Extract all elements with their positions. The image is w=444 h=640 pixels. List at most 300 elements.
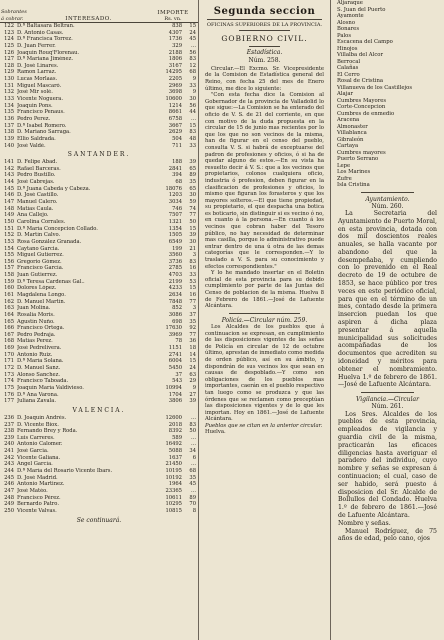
- row-cents: 30: [189, 96, 196, 103]
- row-cents: 45: [189, 36, 196, 43]
- row-cents: 39: [189, 159, 196, 166]
- table-row: [0, 143, 198, 150]
- row-number: 166: [4, 325, 14, 332]
- table-row: [0, 435, 198, 442]
- row-name: D.ª Mariana Jiménez.: [17, 56, 73, 63]
- row-amount: 1704: [168, 391, 182, 398]
- row-name: D.ª María Solana.: [17, 358, 64, 365]
- vigilancia-number: Núm. 261.: [371, 403, 404, 411]
- row-number: 160: [4, 285, 14, 292]
- row-amount: 1736: [168, 36, 182, 43]
- table-row: [0, 246, 198, 253]
- table-row: [0, 488, 198, 495]
- row-cents: ...: [191, 42, 196, 49]
- row-cents: 77: [189, 212, 196, 219]
- pueblos-heading: Pueblos que se citan en la anterior circular.: [205, 422, 323, 429]
- row-amount: 2018: [168, 421, 182, 428]
- circular-intro: Circular.—El Excmo. Sr. Vicepresidente de la Comision de Estadística general del Reino, con fecha 25 del mes de Enero último, me dice lo siguiente:: [205, 65, 324, 92]
- row-cents: 83: [189, 56, 196, 63]
- row-number: 135: [4, 109, 14, 116]
- row-cents: 9: [192, 384, 196, 391]
- table-row: [0, 239, 198, 246]
- row-amount: 6549: [168, 238, 182, 245]
- row-amount: 16492: [165, 441, 182, 448]
- table-row: [0, 365, 198, 372]
- row-amount: 12600: [165, 414, 182, 421]
- row-name: D. José Castillo.: [17, 192, 59, 199]
- table-row: [0, 259, 198, 266]
- row-number: 238: [4, 428, 14, 435]
- row-number: 174: [4, 378, 14, 385]
- table-row: [0, 455, 198, 462]
- row-cents: 77: [189, 331, 196, 338]
- vigilancia-label: Vigilancia.—Circular: [356, 396, 419, 404]
- row-number: 124: [4, 36, 14, 43]
- row-cents: ...: [191, 441, 196, 448]
- row-name: D.ª María Concepcion Collado.: [17, 225, 98, 232]
- row-cents: 12: [189, 62, 196, 69]
- row-amount: 10611: [165, 494, 182, 501]
- row-cents: ...: [191, 434, 196, 441]
- row-number: 163: [4, 305, 14, 312]
- table-row: [0, 206, 198, 213]
- row-number: 156: [4, 258, 14, 265]
- row-name: Pedro Perez.: [17, 115, 51, 122]
- row-number: 142: [4, 165, 14, 172]
- row-amount: 1354: [168, 225, 182, 232]
- row-name: Antonio Martinez.: [17, 481, 65, 488]
- row-cents: 9: [192, 76, 196, 83]
- row-cents: 15: [189, 122, 196, 129]
- row-amount: 3086: [168, 311, 182, 318]
- row-cents: 18: [189, 345, 196, 352]
- row-name: Francisco Taboada.: [17, 378, 69, 385]
- row-cents: 63: [189, 371, 196, 378]
- row-number: 132: [4, 89, 14, 96]
- table-row: [0, 43, 198, 50]
- row-name: D. Mariano Sarraga.: [17, 129, 71, 136]
- table-row: [0, 495, 198, 502]
- row-cents: 89: [189, 172, 196, 179]
- row-cents: 29: [189, 378, 196, 385]
- row-name: D. Manuel Martín.: [17, 298, 66, 305]
- town-item: Cumbres Mayores: [337, 97, 387, 104]
- row-number: 161: [4, 291, 14, 298]
- row-number: 236: [4, 414, 14, 421]
- row-number: 250: [4, 507, 14, 514]
- row-cents: 59: [189, 199, 196, 206]
- row-amount: 329: [172, 42, 182, 49]
- table-row: [0, 159, 198, 166]
- row-number: 149: [4, 212, 14, 219]
- row-name: José Cabrejas.: [17, 179, 55, 186]
- row-name: Joaquin Rouq'Florenau.: [17, 49, 80, 56]
- town-item: Palos: [337, 32, 352, 39]
- row-name: Miguel Mascaró.: [17, 82, 62, 89]
- row-number: 155: [4, 252, 14, 259]
- row-amount: 199: [172, 245, 182, 252]
- table-row: [0, 312, 198, 319]
- row-number: 134: [4, 102, 14, 109]
- row-amount: 698: [172, 318, 182, 325]
- row-name: Vicente Galiana.: [17, 454, 61, 461]
- row-cents: 39: [189, 232, 196, 239]
- table-row: [0, 226, 198, 233]
- table-row: [0, 199, 198, 206]
- row-amount: 10295: [165, 501, 182, 508]
- row-cents: 37: [189, 311, 196, 318]
- row-name: Lucas Morlaas.: [17, 76, 58, 83]
- row-number: 248: [4, 494, 14, 501]
- row-amount: 5088: [168, 448, 182, 455]
- row-cents: 8: [192, 507, 196, 514]
- row-amount: 4307: [168, 29, 182, 36]
- row-number: 122: [4, 23, 14, 29]
- table-row: [0, 252, 198, 259]
- row-name: José Matéo.: [17, 487, 48, 494]
- table-row: [0, 56, 198, 63]
- row-number: 138: [4, 129, 14, 136]
- row-cents: 30: [189, 238, 196, 245]
- row-name: Francisco Penaus.: [17, 109, 65, 116]
- row-number: 153: [4, 238, 14, 245]
- row-cents: ...: [191, 115, 196, 122]
- row-number: 167: [4, 331, 14, 338]
- table-row: [0, 475, 198, 482]
- table-row: [0, 292, 198, 299]
- circular-closing: Y lo he mandado insertar en el Boletin oficial de esta provincia para su debido cumplimiento por parte de las Juntas del Censo de poblacion de la misma. Huelva 8 de Febrero de 1861.—José de Lafuente Alcántara.: [205, 270, 324, 310]
- row-number: 137: [4, 122, 14, 129]
- row-amount: 1214: [168, 102, 182, 109]
- row-number: 173: [4, 371, 14, 378]
- row-name: Rafael Barceras.: [17, 165, 61, 172]
- table-row: [0, 179, 198, 186]
- row-cents: 36: [189, 338, 196, 345]
- row-number: 144: [4, 179, 14, 186]
- row-cents: 16: [189, 291, 196, 298]
- row-number: 139: [4, 135, 14, 142]
- section-heading: Segunda seccion: [213, 6, 316, 17]
- row-name: Bernardo Patro.: [17, 501, 59, 508]
- table-row: [0, 345, 198, 352]
- row-number: 148: [4, 205, 14, 212]
- row-cents: 35: [189, 474, 196, 481]
- table-row: [0, 116, 198, 123]
- row-name: Juan Gutierrez.: [17, 272, 58, 279]
- row-number: 242: [4, 454, 14, 461]
- row-name: Fernando Brey y Roda.: [17, 428, 78, 435]
- row-name: Luis Carreres.: [17, 434, 55, 441]
- row-cents: 45: [189, 481, 196, 488]
- row-name: Pedro Pedraja.: [17, 331, 56, 338]
- row-name: José Valdé.: [17, 142, 46, 149]
- table-row: [0, 265, 198, 272]
- table-row: [0, 372, 198, 379]
- table-row: [0, 448, 198, 455]
- row-name: Vicente Valvas.: [17, 507, 57, 514]
- row-amount: 589: [172, 434, 182, 441]
- row-cents: 16: [189, 265, 196, 272]
- row-name: D. José Madrid.: [17, 474, 58, 481]
- table-header: [0, 0, 198, 23]
- table-row: [0, 468, 198, 475]
- row-amount: 3969: [168, 331, 182, 338]
- row-amount: 3698: [168, 89, 182, 96]
- table-row: [0, 461, 198, 468]
- row-number: 147: [4, 199, 14, 206]
- row-name: D. Manuel Sanz.: [17, 365, 61, 372]
- row-number: 126: [4, 49, 14, 56]
- row-amount: 2969: [168, 82, 182, 89]
- row-number: 239: [4, 434, 14, 441]
- row-name: D.ª Teresa Cardenas Gal..: [17, 278, 85, 285]
- row-amount: 18076: [165, 185, 182, 192]
- row-cents: 34: [189, 448, 196, 455]
- table-row: [0, 36, 198, 43]
- row-amount: 7848: [168, 298, 182, 305]
- estadistica-number: Núm. 258.: [248, 56, 281, 64]
- town-item: Aracena: [337, 117, 360, 123]
- row-number: 145: [4, 185, 14, 192]
- town-item: Cumbres mayores: [337, 149, 386, 156]
- header-interesado: INTERESADO.: [65, 16, 112, 22]
- row-cents: 35: [189, 318, 196, 325]
- town-item: Cartaya: [337, 143, 359, 149]
- row-name: Antonio Calomer.: [17, 441, 63, 448]
- row-number: 154: [4, 245, 14, 252]
- row-amount: 2199: [168, 278, 182, 285]
- town-item: Aljaraque: [337, 0, 363, 6]
- row-amount: 3034: [168, 199, 182, 206]
- table-row: [0, 299, 198, 306]
- row-name: Alonso Sanchez.: [17, 371, 60, 378]
- row-cents: 89: [189, 494, 196, 501]
- town-item: Los Marines: [337, 169, 371, 175]
- row-amount: 1637: [168, 454, 182, 461]
- table-row: [0, 398, 198, 405]
- row-number: 246: [4, 481, 14, 488]
- town-item: Isla Cristina: [337, 182, 370, 188]
- row-cents: 24: [189, 29, 196, 36]
- row-number: 143: [4, 172, 14, 179]
- row-name: Gregorio Gómez.: [17, 258, 62, 265]
- offices-heading: OFICINAS SUPERIORES DE LA PROVINCIA.: [206, 22, 323, 28]
- town-item: Villalba del Alcor: [337, 52, 384, 58]
- town-item: Ayamonte: [337, 13, 364, 19]
- row-amount: 6004: [168, 358, 182, 365]
- town-item: Gibraleón: [337, 136, 364, 143]
- policia-body: Los Alcaldes de los pueblos que á continuacion se expresan, en cumplimiento de las disposiciones vigentes de las señas de Policía en circular de 12 de octubre último, aprestan de inmediato como medida de orden público, así en su ámbito, y dispondrán de sus vecinos los que sean en causas de despoblado.—Y como son obligaciones de los pueblos mas importantes, caerán en el pueblo respectivo tan luego como se produzca y que las órdenes que se reclamen como preceptúan las disposiciones vigentes y de lo que les importan. Hoy en 1861.—José de Lafuente Alcántara.: [205, 323, 324, 423]
- row-name: Francisco García.: [17, 265, 64, 272]
- row-name: Agustín Nuño.: [17, 318, 55, 325]
- row-cents: 21: [189, 245, 196, 252]
- row-name: Matías Caula.: [17, 205, 54, 212]
- person-description: Manuel Rodríguez, de 75 años de edad, pelo cano, ojos: [338, 527, 437, 543]
- row-cents: ...: [191, 461, 196, 468]
- row-number: 123: [4, 29, 14, 36]
- row-name: D.ª Juana Cabeda y Cabeza.: [17, 185, 91, 192]
- row-amount: 4233: [168, 285, 182, 292]
- policia-heading: Policía.—Circular núm. 259.: [221, 316, 308, 324]
- row-number: 140: [4, 142, 14, 149]
- row-amount: 78: [175, 338, 182, 345]
- table-row: [0, 136, 198, 143]
- row-number: 165: [4, 318, 14, 325]
- row-amount: 1505: [168, 232, 182, 239]
- row-number: 129: [4, 69, 14, 76]
- row-number: 175: [4, 384, 14, 391]
- row-number: 170: [4, 351, 14, 358]
- row-cents: 15: [189, 23, 196, 29]
- right-column: [331, 0, 444, 640]
- table-row: [0, 30, 198, 37]
- table-row: [0, 501, 198, 508]
- row-amount: 2634: [168, 291, 182, 298]
- row-amount: 68: [175, 179, 182, 186]
- vigilancia-body: Los Sres. Alcaldes de los pueblos de esta provincia, empleados de vigilancia y guardia civil de la misma, practicarán las eficaces diligencias hasta averiguar el paradero del individuo, cuyo nombre y señas se expresan á continuacion; el cual, caso de ser habido, será puesto á disposicion del Sr. Alcalde de Bollullos del Condado. Huelva 1.º de febrero de 1861.—José de Lafuente Alcántara.: [338, 410, 437, 519]
- row-cents: 3: [192, 305, 196, 312]
- row-name: Ellio Saldrada.: [17, 135, 56, 142]
- row-cents: 27: [189, 391, 196, 398]
- row-cents: 50: [189, 218, 196, 225]
- table-row: [0, 123, 198, 130]
- row-number: 169: [4, 345, 14, 352]
- row-number: 240: [4, 441, 14, 448]
- table-row: [0, 232, 198, 239]
- row-name: D. Juan Ferrer.: [17, 42, 56, 49]
- row-amount: 10815: [165, 507, 182, 514]
- row-number: 164: [4, 311, 14, 318]
- row-number: 243: [4, 461, 14, 468]
- row-number: 171: [4, 358, 14, 365]
- row-amount: 10195: [165, 468, 182, 474]
- row-amount: 3667: [168, 122, 182, 129]
- row-cents: 15: [189, 225, 196, 232]
- town-item: Lepe: [337, 162, 351, 169]
- table-row: [0, 305, 198, 312]
- table-row: [0, 103, 198, 110]
- row-name: José Pedrelivera.: [17, 345, 62, 352]
- table-row: [0, 186, 198, 193]
- towns-list: [331, 0, 444, 189]
- row-name: D.ª Ana Varona.: [17, 391, 59, 398]
- row-name: D.ª Francisca Torrez.: [17, 36, 73, 43]
- row-amount: 3167: [168, 62, 182, 69]
- row-number: 150: [4, 218, 14, 225]
- nombre-senas: Nombre y señas.: [338, 519, 391, 527]
- row-name: D. Felipe Abad.: [17, 159, 58, 166]
- row-name: Juan Molina.: [17, 305, 51, 312]
- table-row: [0, 192, 198, 199]
- row-cents: 65: [189, 185, 196, 192]
- row-name: D. Antonio Casas.: [17, 29, 64, 36]
- row-number: 176: [4, 391, 14, 398]
- row-amount: 10600: [165, 96, 182, 103]
- row-cents: 15: [189, 358, 196, 365]
- rows-block-a: [0, 23, 198, 149]
- row-cents: 65: [189, 165, 196, 172]
- row-cents: 44: [189, 109, 196, 116]
- town-item: Escacena del Campo: [337, 39, 393, 45]
- row-name: Francisco Ortega.: [17, 325, 65, 332]
- town-item: Bonares: [337, 26, 360, 32]
- table-row: [0, 172, 198, 179]
- row-name: Magdalena Longo.: [17, 291, 66, 298]
- table-row: [0, 428, 198, 435]
- row-amount: 10192: [165, 474, 182, 481]
- row-amount: 2205: [168, 76, 182, 83]
- town-item: Rosal de Cristina: [337, 78, 384, 84]
- row-name: Joaquin Pons.: [17, 102, 53, 109]
- row-number: 127: [4, 56, 14, 63]
- estadistica-label: Estadística.: [246, 49, 283, 57]
- row-number: 157: [4, 265, 14, 272]
- table-row: [0, 89, 198, 96]
- row-number: 130: [4, 76, 14, 83]
- row-amount: 1321: [168, 218, 182, 225]
- row-amount: 543: [172, 378, 182, 385]
- row-number: 244: [4, 468, 14, 474]
- row-name: Dolores López.: [17, 285, 57, 292]
- ayuntamiento-number: Núm. 260.: [371, 202, 404, 210]
- row-cents: 83: [189, 129, 196, 136]
- row-amount: 1151: [168, 345, 182, 352]
- town-item: Cumbres de enmedio: [337, 110, 395, 117]
- ayuntamiento-label: Ayuntamiento.: [365, 195, 410, 203]
- row-name: José Garcia.: [17, 448, 49, 455]
- town-item: Villablanca: [337, 130, 367, 136]
- town-item: Puerto Serrano: [337, 156, 379, 162]
- header-currency: Rs. vn.: [164, 15, 182, 22]
- rows-block-b: [0, 159, 198, 405]
- row-name: D.ª María del Rosario Vicente Ibars.: [17, 468, 113, 474]
- row-number: 237: [4, 421, 14, 428]
- row-cents: 56: [189, 102, 196, 109]
- row-amount: 37: [175, 371, 182, 378]
- table-row: [0, 358, 198, 365]
- row-name: D. José Linares.: [17, 62, 59, 69]
- table-row: [0, 129, 198, 136]
- row-cents: 3: [192, 252, 196, 259]
- row-cents: 83: [189, 421, 196, 428]
- header-importe: IMPORTE: [157, 9, 189, 16]
- town-item: Zufre: [337, 175, 352, 182]
- row-amount: 2629: [168, 129, 182, 136]
- table-row: [0, 272, 198, 279]
- row-amount: 23365: [165, 487, 182, 494]
- row-amount: 3736: [168, 258, 182, 265]
- table-row: [0, 441, 198, 448]
- row-name: Rosa González Granada.: [17, 238, 82, 245]
- table-row: [0, 508, 198, 515]
- town-item: Berrocal: [337, 58, 361, 65]
- row-cents: 30: [189, 192, 196, 199]
- row-cents: 24: [189, 365, 196, 372]
- row-name: D. Martín Calvo.: [17, 232, 61, 239]
- gobierno-civil-heading: GOBIERNO CIVIL.: [221, 34, 308, 44]
- row-name: Miguel Gutierrez.: [17, 252, 64, 259]
- table-row: [0, 50, 198, 57]
- table-row: [0, 69, 198, 76]
- row-cents: 15: [189, 285, 196, 292]
- town-item: Alajar: [337, 91, 354, 97]
- row-number: 136: [4, 115, 14, 122]
- table-row: [0, 212, 198, 219]
- row-amount: 1203: [168, 192, 182, 199]
- table-row: [0, 415, 198, 422]
- town-item: Almonaster: [337, 123, 368, 130]
- table-row: [0, 279, 198, 286]
